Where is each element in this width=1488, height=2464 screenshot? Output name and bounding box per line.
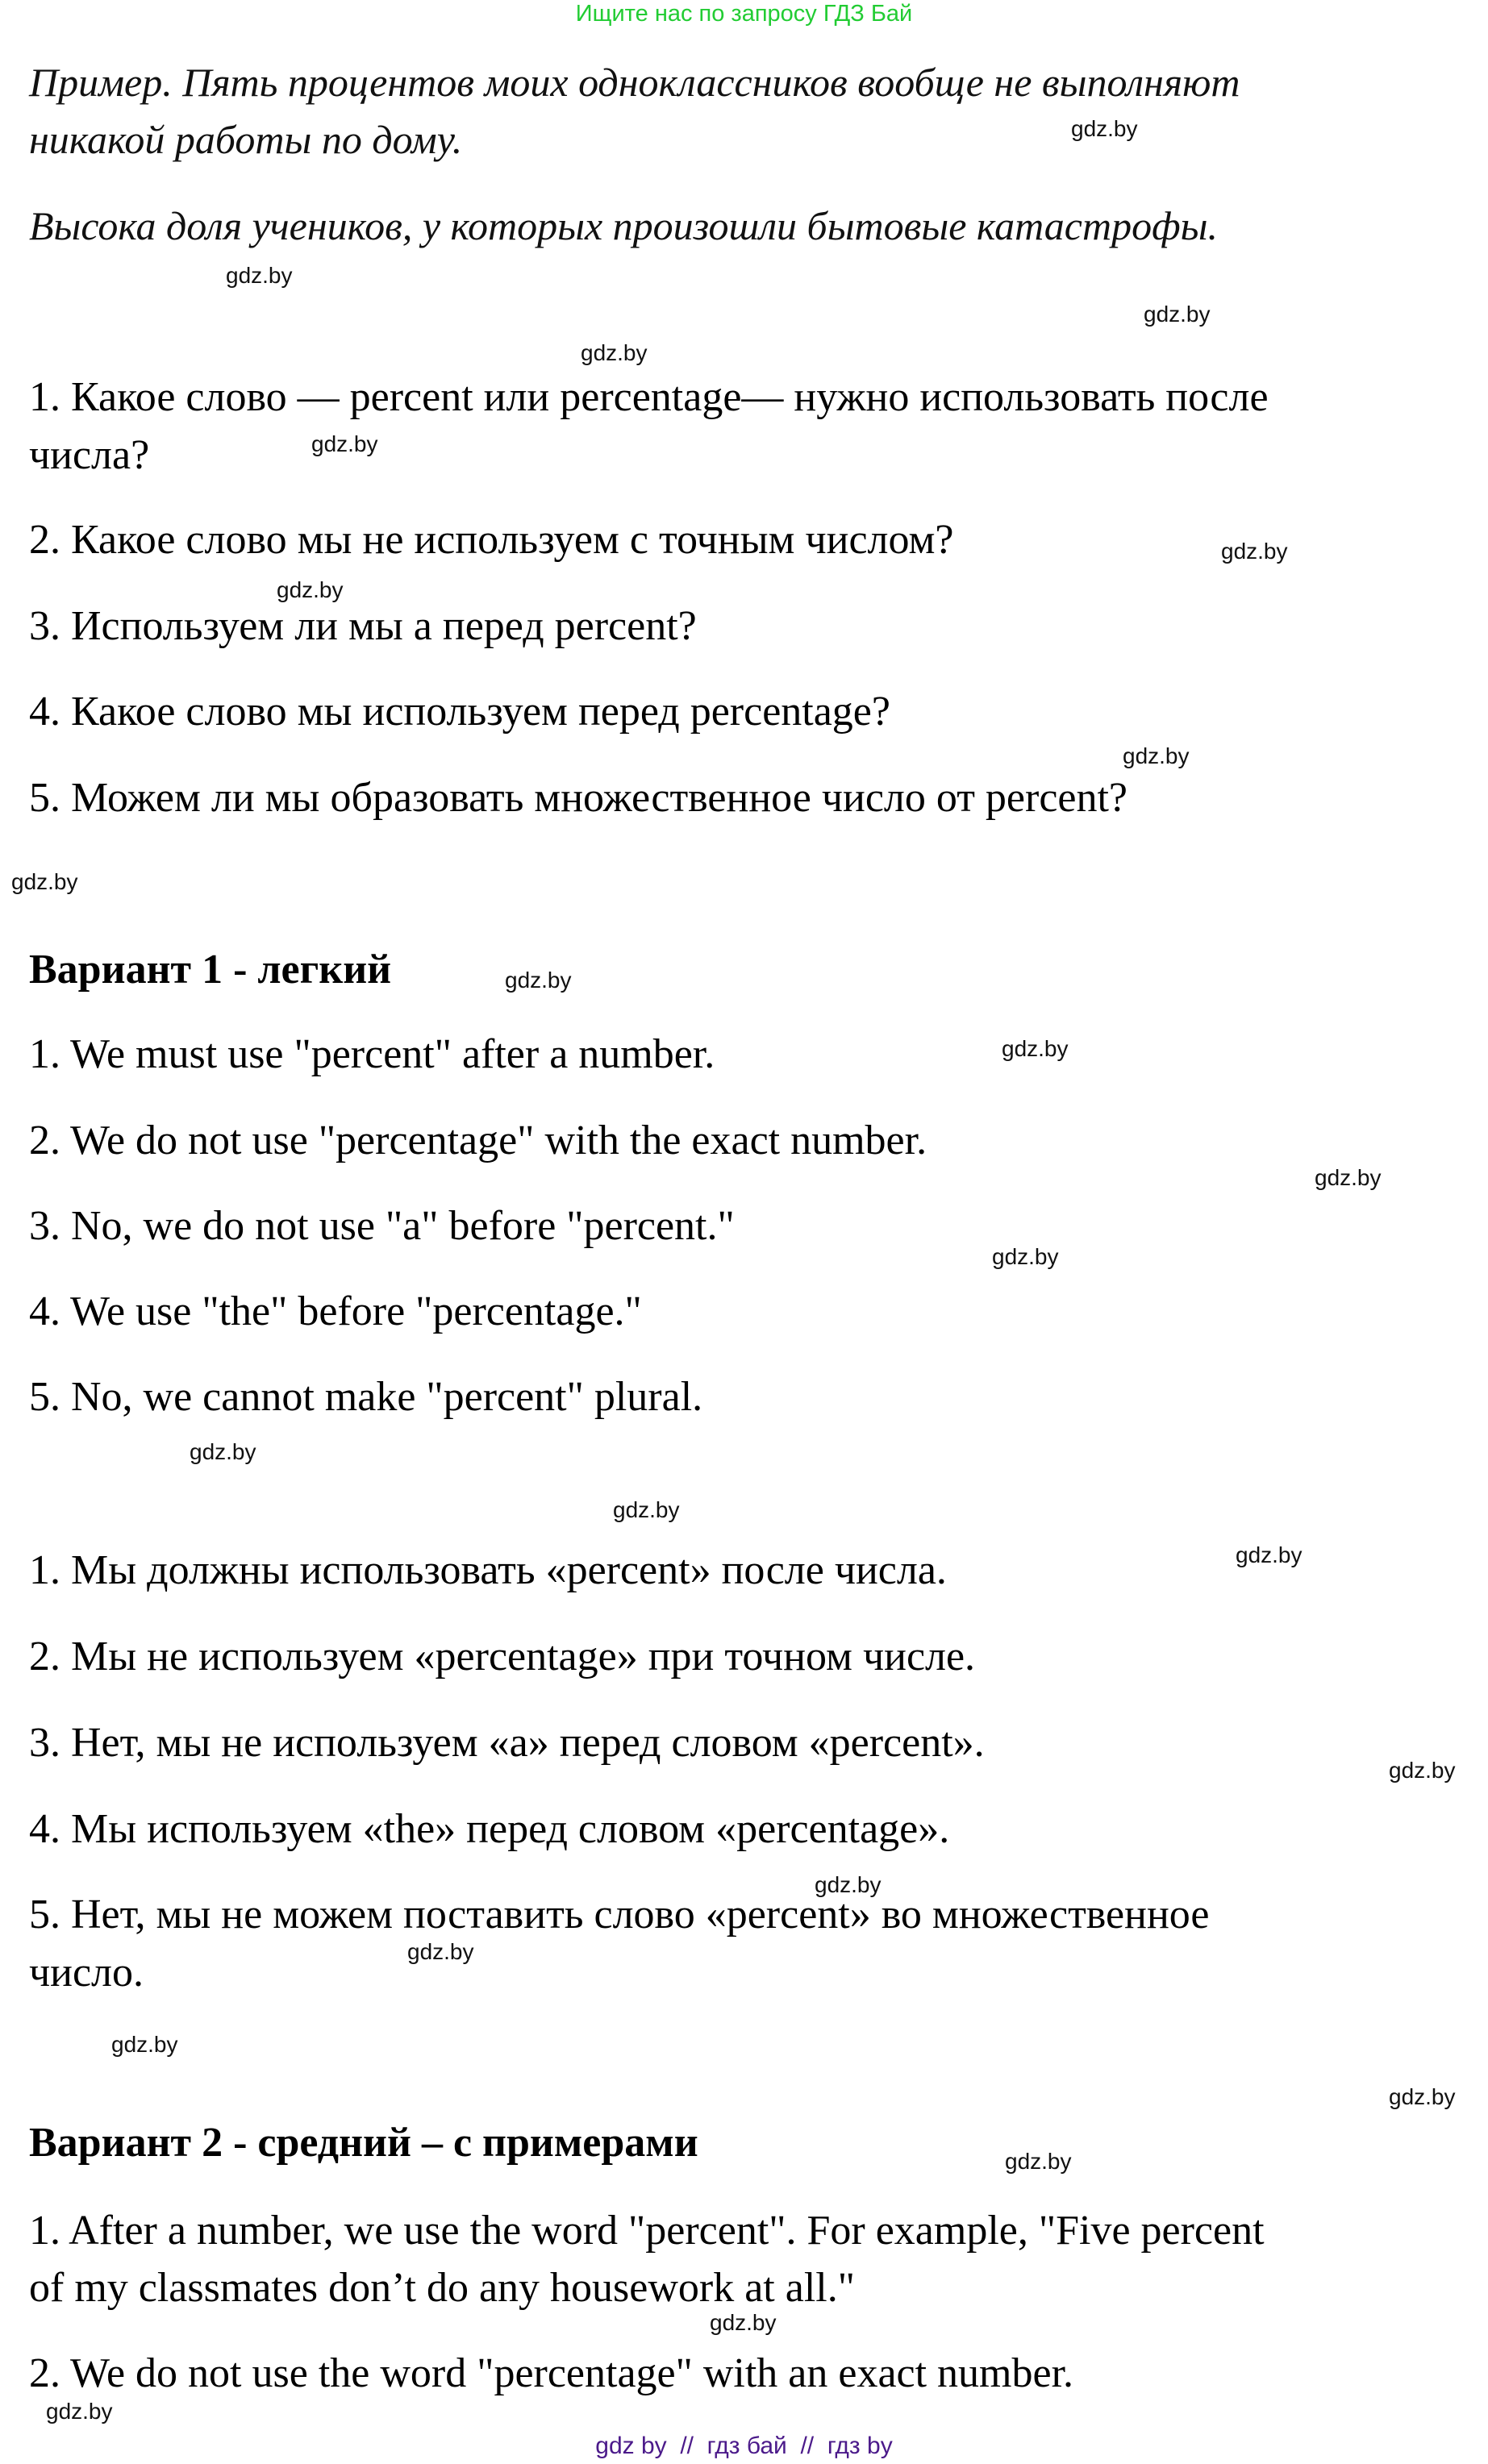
watermark: gdz.by [1236,1542,1303,1567]
watermark: gdz.by [505,968,572,993]
variant-1-answer-ru-4: 4. Мы используем «the» перед словом «percentage». [29,1806,950,1852]
variant-1-answer-ru-1: 1. Мы должны использовать «percent» после числа. [29,1547,947,1593]
variant-1-answer-en-2: 2. We do not use "percentage" with the exact number. [29,1118,927,1163]
watermark: gdz.by [710,2310,777,2335]
watermark: gdz.by [407,1939,474,1964]
watermark: gdz.by [190,1439,256,1464]
example-line-1: Пример. Пять процентов моих одноклассников вообще не выполняют [29,60,1240,105]
search-hint-banner: Ищите нас по запросу ГДЗ Бай [575,1,913,27]
variant-2-answer-2: 2. We do not use the word "percentage" with an exact number. [29,2350,1074,2396]
watermark: gdz.by [815,1872,882,1897]
watermark: gdz.by [1071,116,1138,141]
watermark: gdz.by [1389,1758,1456,1783]
variant-2-answer-1: 1. After a number, we use the word "percent". For example, "Five percent [29,2208,1265,2254]
watermark: gdz.by [11,869,78,894]
variant-1-answer-ru-3: 3. Нет, мы не используем «a» перед словом «percent». [29,1720,985,1766]
question-5: 5. Можем ли мы образовать множественное число от percent? [29,775,1128,821]
watermark: gdz.by [1315,1165,1382,1190]
watermark: gdz.by [277,577,344,602]
watermark: gdz.by [311,431,378,456]
variant-2-title: Вариант 2 - средний – с примерами [29,2120,698,2166]
watermark: gdz.by [1144,302,1211,327]
example-line-2: никакой работы по дому. [29,117,463,162]
question-1-cont: числа? [29,432,150,478]
variant-1-answer-en-3: 3. No, we do not use "a" before "percent." [29,1203,735,1249]
watermark: gdz.by [1002,1036,1069,1061]
variant-1-answer-en-4: 4. We use "the" before "percentage." [29,1288,642,1334]
watermark: gdz.by [992,1244,1059,1269]
question-4: 4. Какое слово мы используем перед percentage? [29,689,890,735]
variant-1-title: Вариант 1 - легкий [29,947,392,993]
watermark: gdz.by [46,2399,113,2424]
variant-1-answer-ru-5: 5. Нет, мы не можем поставить слово «percent» во множественное [29,1892,1210,1937]
watermark: gdz.by [1389,2084,1456,2109]
watermark: gdz.by [226,263,293,288]
variant-1-answer-ru-2: 2. Мы не используем «percentage» при точном числе. [29,1634,976,1679]
question-3: 3. Используем ли мы a перед percent? [29,603,697,649]
watermark: gdz.by [1221,539,1288,564]
variant-1-answer-ru-5-cont: число. [29,1950,144,1996]
watermark: gdz.by [111,2032,178,2057]
example-line-3: Высока доля учеников, у которых произошли бытовые катастрофы. [29,203,1218,248]
variant-2-answer-1-cont: of my classmates don’t do any housework at all." [29,2265,855,2311]
variant-1-answer-en-1: 1. We must use "percent" after a number. [29,1031,715,1077]
watermark: gdz.by [581,340,648,365]
variant-1-answer-en-5: 5. No, we cannot make "percent" plural. [29,1374,703,1420]
question-2: 2. Какое слово мы не используем с точным числом? [29,517,954,563]
footer-links[interactable]: gdz by // гдз бай // гдз by [595,2433,893,2459]
question-1: 1. Какое слово — percent или percentage— нужно использовать после [29,374,1269,420]
watermark: gdz.by [613,1497,680,1522]
watermark: gdz.by [1005,2149,1072,2174]
watermark: gdz.by [1123,743,1190,768]
